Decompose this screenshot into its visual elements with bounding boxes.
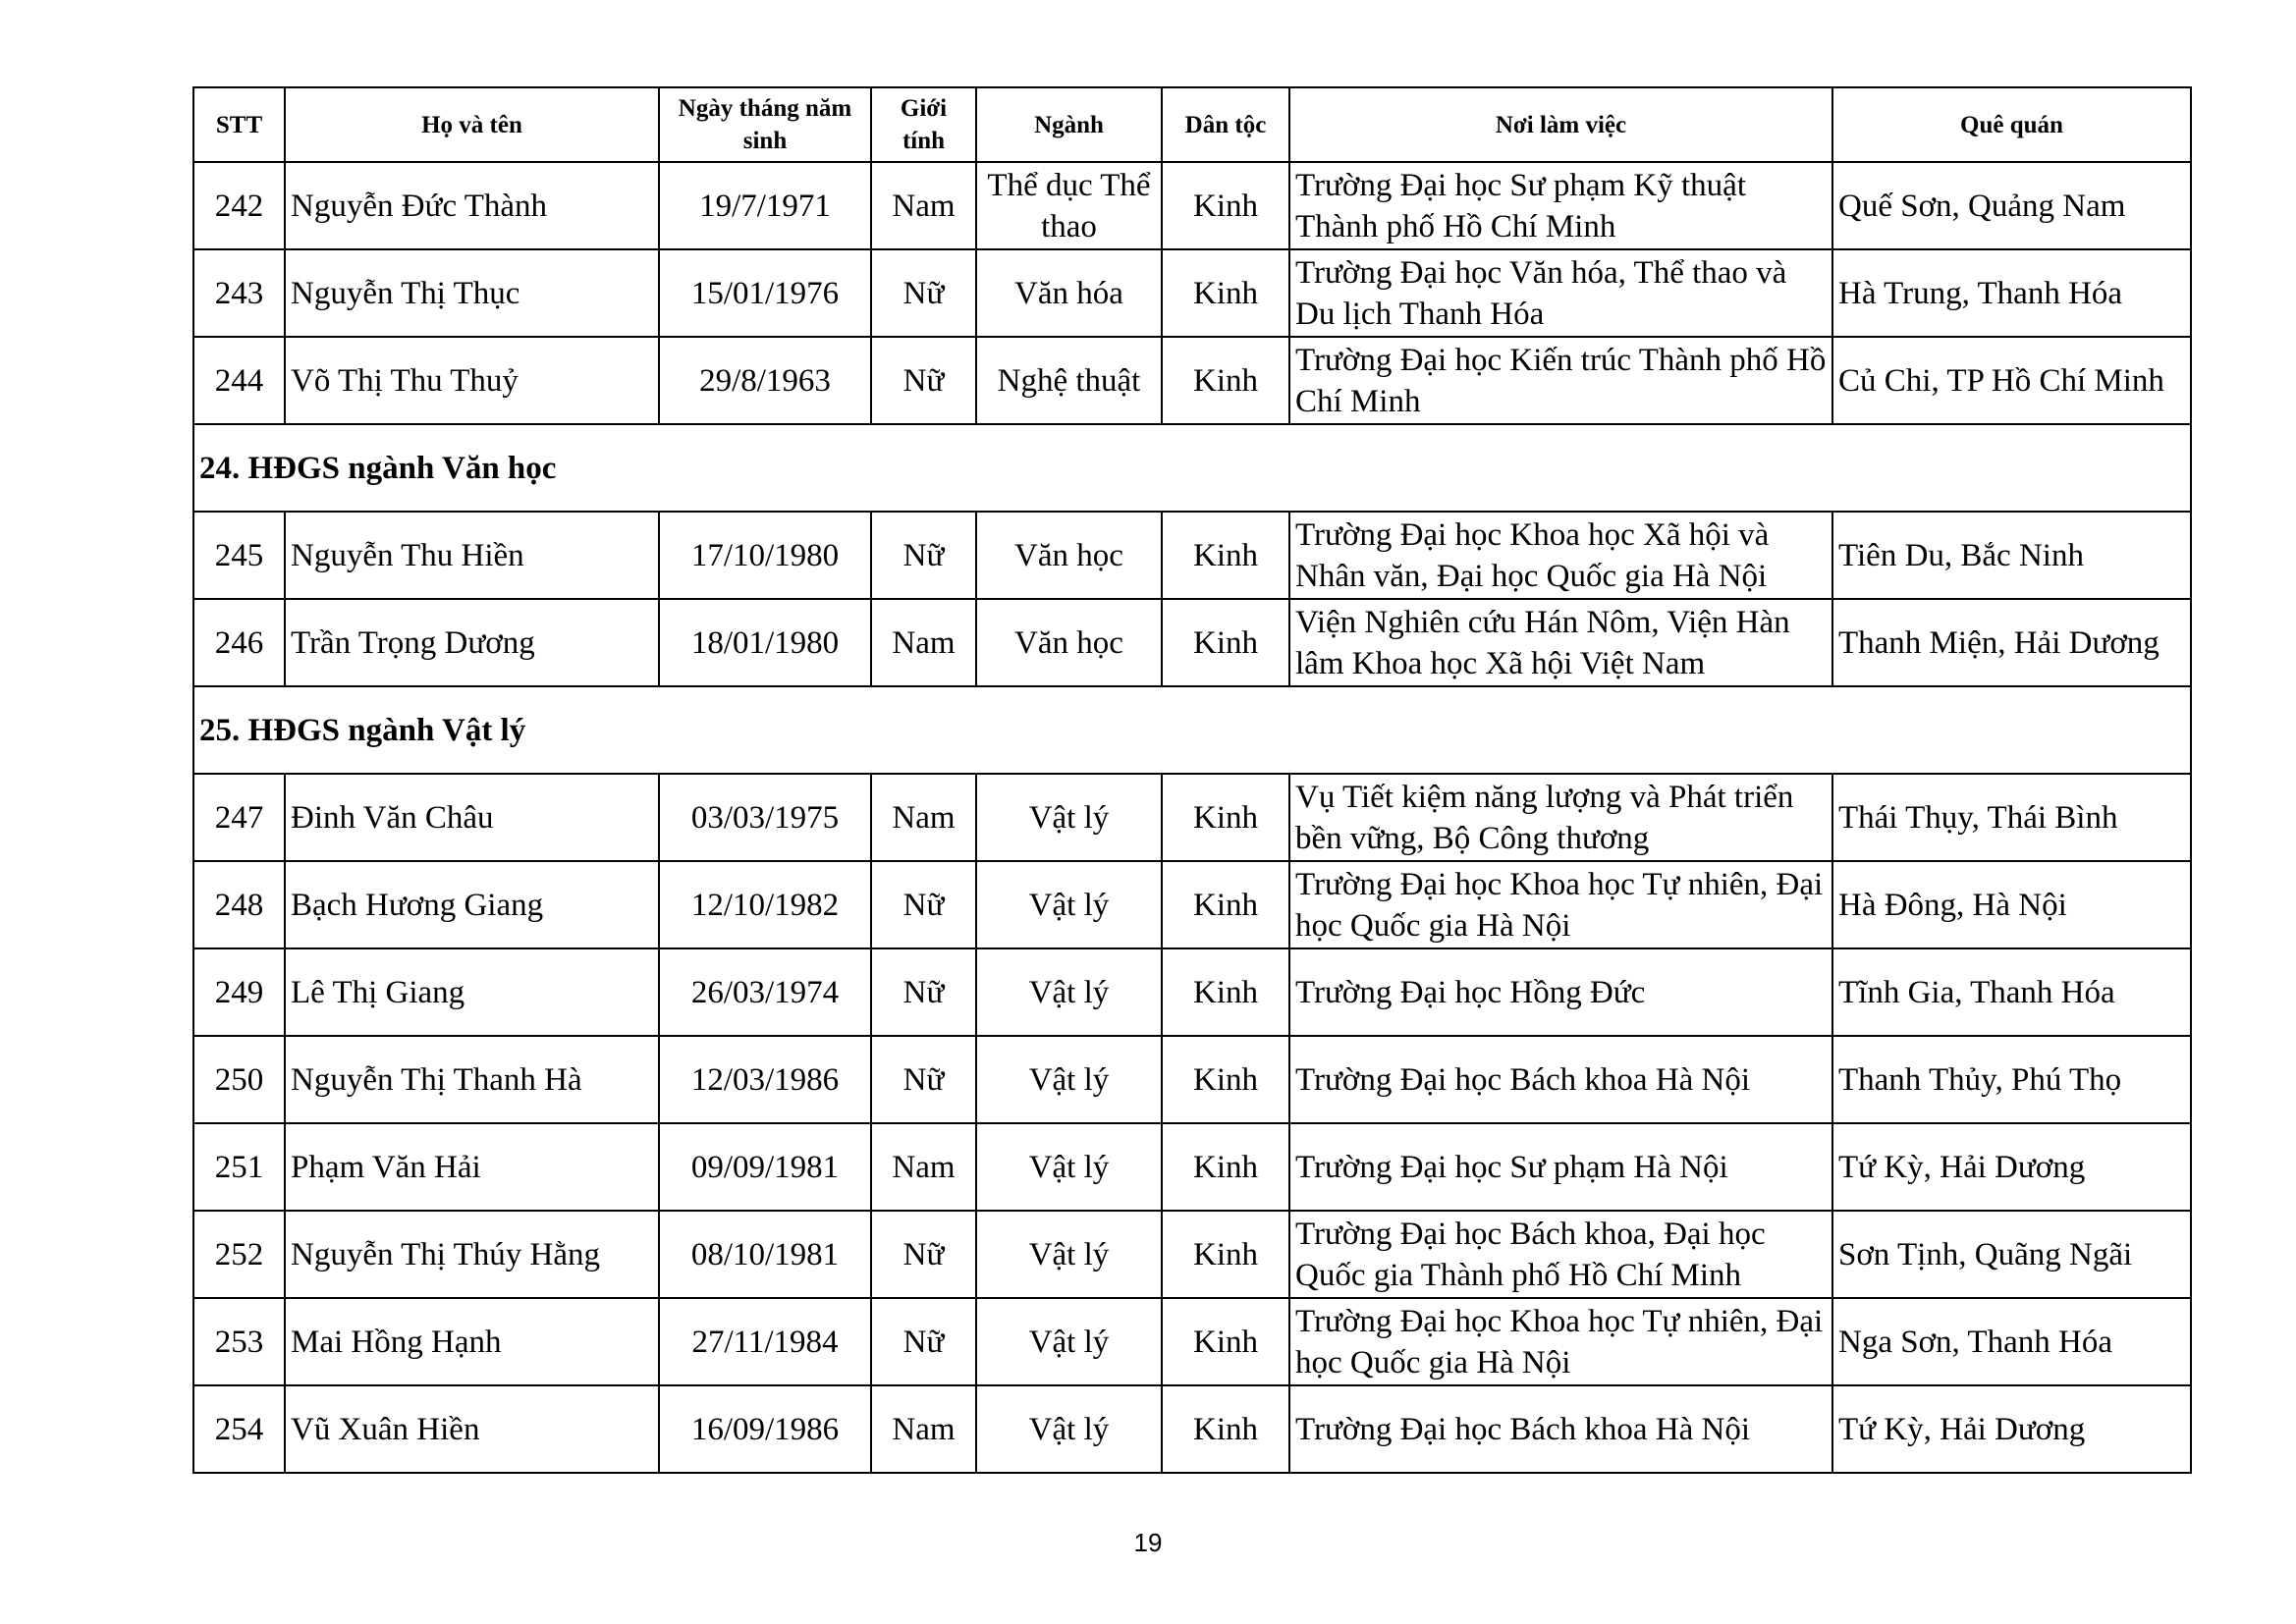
table-row — [193, 1385, 2191, 1473]
cell-name: Lê Thị Giang — [285, 948, 659, 1036]
cell-dob: 16/09/1986 — [659, 1385, 871, 1473]
cell-workplace: Trường Đại học Sư phạm Hà Nội — [1289, 1123, 1832, 1211]
cell-gender: Nam — [871, 1385, 976, 1473]
table-row — [193, 774, 2191, 861]
cell-name: Võ Thị Thu Thuỷ — [285, 337, 659, 424]
section-title: 24. HĐGS ngành Văn học — [193, 424, 2191, 512]
table-row — [193, 162, 2191, 249]
cell-gender: Nữ — [871, 1036, 976, 1123]
cell-dob: 15/01/1976 — [659, 249, 871, 337]
cell-stt: 247 — [193, 774, 285, 861]
cell-hometown: Thái Thụy, Thái Bình — [1832, 774, 2191, 861]
cell-workplace: Trường Đại học Khoa học Xã hội và Nhân văn, Đại học Quốc gia Hà Nội — [1289, 512, 1832, 599]
cell-stt: 248 — [193, 861, 285, 948]
cell-field: Vật lý — [976, 1385, 1162, 1473]
header-row — [193, 87, 2191, 162]
cell-ethnicity: Kinh — [1162, 1123, 1289, 1211]
cell-stt: 243 — [193, 249, 285, 337]
cell-ethnicity: Kinh — [1162, 774, 1289, 861]
cell-dob: 19/7/1971 — [659, 162, 871, 249]
cell-name: Vũ Xuân Hiền — [285, 1385, 659, 1473]
cell-ethnicity: Kinh — [1162, 1298, 1289, 1385]
cell-dob: 18/01/1980 — [659, 599, 871, 686]
cell-dob: 26/03/1974 — [659, 948, 871, 1036]
cell-gender: Nữ — [871, 337, 976, 424]
cell-workplace: Trường Đại học Sư phạm Kỹ thuật Thành phố Hồ Chí Minh — [1289, 162, 1832, 249]
table-row — [193, 1211, 2191, 1298]
cell-workplace: Trường Đại học Bách khoa, Đại học Quốc gia Thành phố Hồ Chí Minh — [1289, 1211, 1832, 1298]
cell-dob: 12/03/1986 — [659, 1036, 871, 1123]
cell-ethnicity: Kinh — [1162, 162, 1289, 249]
cell-dob: 27/11/1984 — [659, 1298, 871, 1385]
header-hometown: Quê quán — [1832, 87, 2191, 162]
section-heading-row — [193, 686, 2191, 774]
cell-hometown: Nga Sơn, Thanh Hóa — [1832, 1298, 2191, 1385]
section-heading-row — [193, 424, 2191, 512]
cell-name: Nguyễn Thị Thanh Hà — [285, 1036, 659, 1123]
cell-dob: 03/03/1975 — [659, 774, 871, 861]
cell-dob: 12/10/1982 — [659, 861, 871, 948]
cell-stt: 246 — [193, 599, 285, 686]
cell-name: Nguyễn Thị Thúy Hằng — [285, 1211, 659, 1298]
cell-gender: Nam — [871, 774, 976, 861]
cell-name: Nguyễn Thu Hiền — [285, 512, 659, 599]
table-row — [193, 1036, 2191, 1123]
cell-field: Nghệ thuật — [976, 337, 1162, 424]
cell-field: Vật lý — [976, 1036, 1162, 1123]
cell-gender: Nam — [871, 162, 976, 249]
cell-field: Vật lý — [976, 774, 1162, 861]
header-field: Ngành — [976, 87, 1162, 162]
cell-field: Thể dục Thể thao — [976, 162, 1162, 249]
cell-name: Mai Hồng Hạnh — [285, 1298, 659, 1385]
cell-ethnicity: Kinh — [1162, 337, 1289, 424]
header-gender: Giới tính — [871, 87, 976, 162]
cell-workplace: Viện Nghiên cứu Hán Nôm, Viện Hàn lâm Khoa học Xã hội Việt Nam — [1289, 599, 1832, 686]
table-row — [193, 1123, 2191, 1211]
cell-ethnicity: Kinh — [1162, 861, 1289, 948]
cell-ethnicity: Kinh — [1162, 1211, 1289, 1298]
cell-field: Vật lý — [976, 1123, 1162, 1211]
cell-stt: 242 — [193, 162, 285, 249]
cell-name: Nguyễn Đức Thành — [285, 162, 659, 249]
cell-gender: Nữ — [871, 948, 976, 1036]
cell-stt: 244 — [193, 337, 285, 424]
table-row — [193, 1298, 2191, 1385]
cell-field: Văn học — [976, 599, 1162, 686]
cell-field: Vật lý — [976, 948, 1162, 1036]
cell-dob: 09/09/1981 — [659, 1123, 871, 1211]
cell-workplace: Trường Đại học Hồng Đức — [1289, 948, 1832, 1036]
cell-workplace: Trường Đại học Bách khoa Hà Nội — [1289, 1036, 1832, 1123]
cell-workplace: Trường Đại học Khoa học Tự nhiên, Đại học Quốc gia Hà Nội — [1289, 861, 1832, 948]
table-row — [193, 599, 2191, 686]
cell-name: Đinh Văn Châu — [285, 774, 659, 861]
cell-field: Vật lý — [976, 1298, 1162, 1385]
cell-field: Vật lý — [976, 1211, 1162, 1298]
cell-hometown: Củ Chi, TP Hồ Chí Minh — [1832, 337, 2191, 424]
cell-ethnicity: Kinh — [1162, 948, 1289, 1036]
cell-ethnicity: Kinh — [1162, 599, 1289, 686]
section-title: 25. HĐGS ngành Vật lý — [193, 686, 2191, 774]
header-dob: Ngày tháng năm sinh — [659, 87, 871, 162]
cell-stt: 253 — [193, 1298, 285, 1385]
cell-gender: Nữ — [871, 1211, 976, 1298]
cell-name: Phạm Văn Hải — [285, 1123, 659, 1211]
cell-workplace: Trường Đại học Văn hóa, Thể thao và Du lịch Thanh Hóa — [1289, 249, 1832, 337]
cell-name: Bạch Hương Giang — [285, 861, 659, 948]
cell-hometown: Sơn Tịnh, Quãng Ngãi — [1832, 1211, 2191, 1298]
cell-dob: 08/10/1981 — [659, 1211, 871, 1298]
table-row — [193, 337, 2191, 424]
cell-stt: 245 — [193, 512, 285, 599]
cell-ethnicity: Kinh — [1162, 1385, 1289, 1473]
cell-field: Văn học — [976, 512, 1162, 599]
cell-gender: Nữ — [871, 249, 976, 337]
cell-workplace: Trường Đại học Kiến trúc Thành phố Hồ Chí Minh — [1289, 337, 1832, 424]
cell-name: Nguyễn Thị Thục — [285, 249, 659, 337]
cell-stt: 251 — [193, 1123, 285, 1211]
cell-dob: 29/8/1963 — [659, 337, 871, 424]
cell-hometown: Hà Đông, Hà Nội — [1832, 861, 2191, 948]
cell-gender: Nam — [871, 599, 976, 686]
header-stt: STT — [193, 87, 285, 162]
table-row — [193, 512, 2191, 599]
cell-gender: Nữ — [871, 1298, 976, 1385]
table-row — [193, 861, 2191, 948]
cell-hometown: Thanh Thủy, Phú Thọ — [1832, 1036, 2191, 1123]
cell-hometown: Tứ Kỳ, Hải Dương — [1832, 1385, 2191, 1473]
cell-hometown: Tiên Du, Bắc Ninh — [1832, 512, 2191, 599]
personnel-table — [192, 86, 2192, 1474]
table-row — [193, 249, 2191, 337]
header-ethnicity: Dân tộc — [1162, 87, 1289, 162]
cell-stt: 254 — [193, 1385, 285, 1473]
cell-workplace: Trường Đại học Khoa học Tự nhiên, Đại học Quốc gia Hà Nội — [1289, 1298, 1832, 1385]
cell-stt: 250 — [193, 1036, 285, 1123]
cell-field: Văn hóa — [976, 249, 1162, 337]
cell-name: Trần Trọng Dương — [285, 599, 659, 686]
cell-workplace: Trường Đại học Bách khoa Hà Nội — [1289, 1385, 1832, 1473]
cell-gender: Nam — [871, 1123, 976, 1211]
cell-hometown: Tứ Kỳ, Hải Dương — [1832, 1123, 2191, 1211]
cell-stt: 252 — [193, 1211, 285, 1298]
table-body — [193, 162, 2191, 1473]
cell-gender: Nữ — [871, 512, 976, 599]
cell-stt: 249 — [193, 948, 285, 1036]
cell-gender: Nữ — [871, 861, 976, 948]
cell-ethnicity: Kinh — [1162, 1036, 1289, 1123]
cell-dob: 17/10/1980 — [659, 512, 871, 599]
cell-ethnicity: Kinh — [1162, 512, 1289, 599]
page-number: 19 — [1133, 1528, 1163, 1557]
cell-field: Vật lý — [976, 861, 1162, 948]
table-row — [193, 948, 2191, 1036]
cell-hometown: Hà Trung, Thanh Hóa — [1832, 249, 2191, 337]
header-name: Họ và tên — [285, 87, 659, 162]
table-header — [193, 87, 2191, 162]
cell-hometown: Tĩnh Gia, Thanh Hóa — [1832, 948, 2191, 1036]
cell-workplace: Vụ Tiết kiệm năng lượng và Phát triển bền vững, Bộ Công thương — [1289, 774, 1832, 861]
cell-hometown: Thanh Miện, Hải Dương — [1832, 599, 2191, 686]
header-workplace: Nơi làm việc — [1289, 87, 1832, 162]
cell-ethnicity: Kinh — [1162, 249, 1289, 337]
cell-hometown: Quế Sơn, Quảng Nam — [1832, 162, 2191, 249]
